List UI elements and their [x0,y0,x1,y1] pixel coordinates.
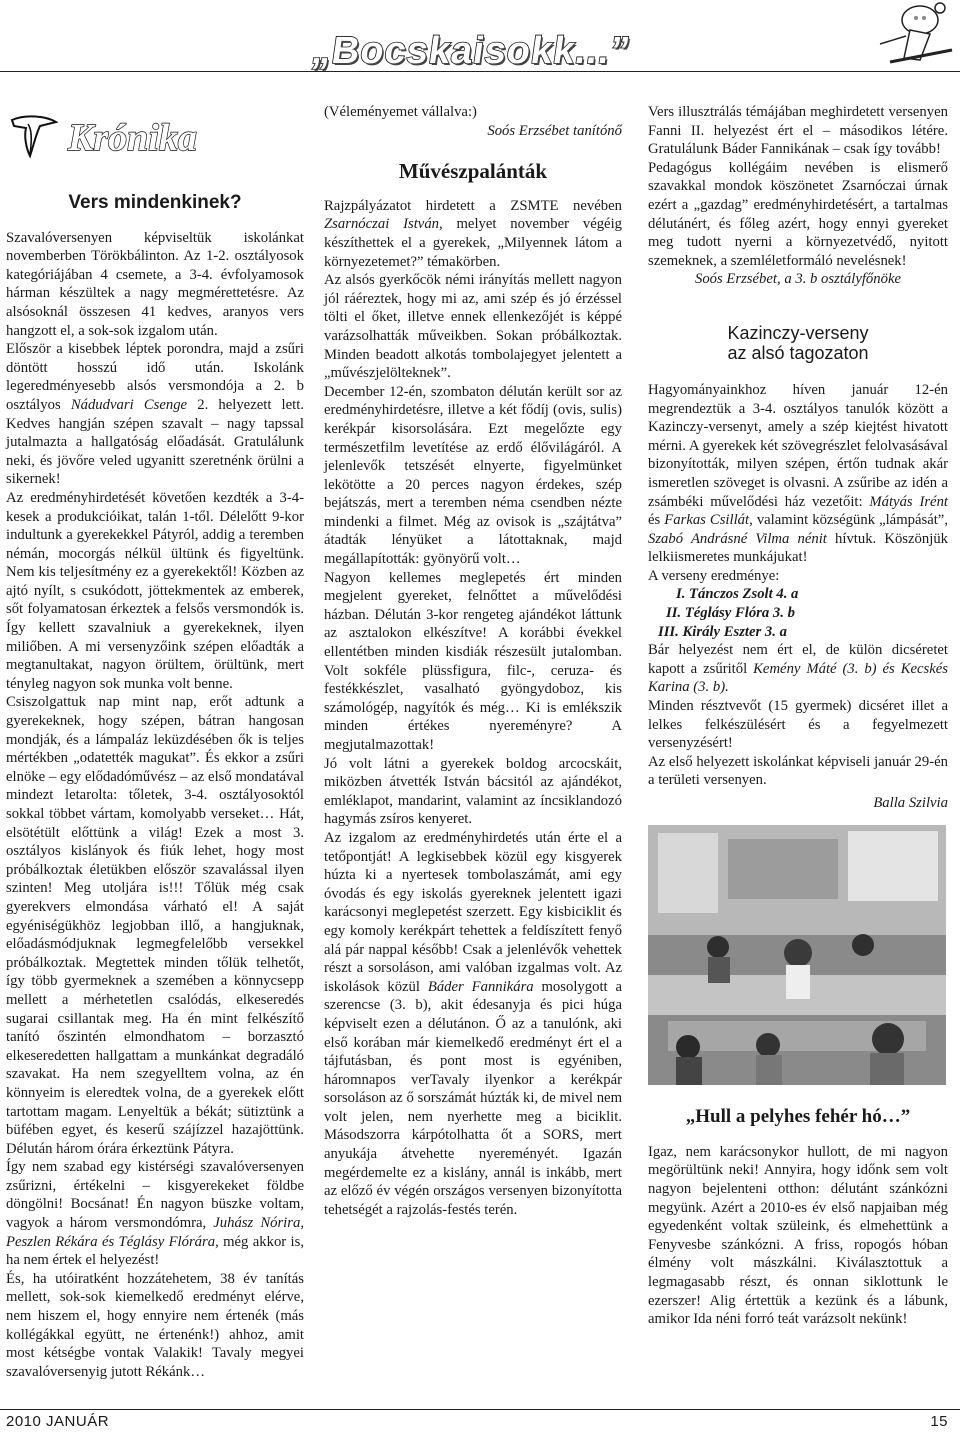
result-first: I. Tánczos Zsolt 4. a [676,586,799,603]
author-byline: Soós Erzsébet, a 3. b osztályfőnöke [694,271,901,288]
paragraph: Az izgalom az eredményhirdetés után érte el a tetőpontját! A legkisebbek közül egy kisgyerek húzta ki a nyertesek tombolaszámát, ami egy óvodás és egy iskolás gyereknek jelentett igazi karácsonyi meglepetést szerzett. Egy kisbiciklit és egy komoly kerékpárt tehettek a feldíszített fenyő alá pár nappal később! Csak a jelenlévők vehettek részt a sorsoláson, ami valóban izgalmas volt. Az iskolások közül Báder Fannikára mosolygott a szerencse (3. b), akit édesanyja és pici húga képviselt ezen a délutánon. Ő az a tanulónk, aki első korában már kiemelkedő eredményt ért el a tájfutásban, és pont most is egyéniben, háromnapos verTavaly ilyenkor a kerékpár sorsoláson az ő sorszámát húzták ki, de mivel nem volt jelen, nem nyerhette meg a biciklit. Másodszorra kárpótolhatta őt a SORS, mert anyukája átvehette nyereményét. Igazán megérdemelte ez a kislány, annál is inkább, mert az előző év végén országos versenyen bizonyította tehetségét a rajzolás-festés terén. [324,829,622,1218]
student-name: Nádudvari Csenge [70,396,188,413]
paragraph: Szavalóversenyen képviseltük iskolánkat novemberben Törökbálinton. Az 1-2. osztályosok kategóriájában 4 csemete, a 3-4. évfolyamosok hárman készültek a nagy megmérettetésre. Az alsósoknál összesen 41 kedves, aranyos vers hangzott el, a sok-sok izgalom után. [6,229,304,339]
person-name: Zsarnóczai István, [324,216,443,233]
author-byline: Soós Erzsébet tanítónő [487,122,622,139]
paragraph: Rajzpályázatot hirdetett a ZSMTE nevében Zsarnóczai István, melyet november végéig készíthettek el a gyerekek, „Milyennek látom a környezetemet?” témakörben. [324,197,622,270]
issue-date: 2010 JANUÁR [6,1413,110,1430]
column-left [6,98,304,1381]
paragraph: Nagyon kellemes meglepetés ért minden megjelent gyereket, felnőttet a művelődési házban. Délután 3-kor rengeteg ajándékot láttunk az asztalokon elkészítve! A korábbi évekkel ellentétben minden kisdiák részesült jutalomban. Volt sokféle plüssfigura, filc-, ceruza- és festékkészlet, vasalható gyöngydoboz, kis számológép, nagyítók és még… Ki is emlékszik minden értékes nyereményre? A megjutalmazottak! [324,569,622,753]
paragraph: Az eredményhirdetését követően kezdték a 3-4-kesek a produkcióikat, talán 1-től. Délelőtt 9-kor indultunk a gyerekekkel Pátyról, addig a teremben némán, mocorgás nélkül ültünk és figyeltünk. Nem kis teljesítmény ez a gyerekektől! Közben az ajtó nyílt, s csukódott, jöttekmentek az emberek, sőt folyamatosan érkeztek a felsős versmondók is. Így kellett szavalniuk a gyerekeknek, ilyen miliőben. A mi versenyzőink szépen előadták a megtanultakat, nagyon örültem, örültünk, mert tényleg nagyon sok munka volt benne. [6,489,304,692]
paragraph: Minden résztvevőt (15 gyermek) dicséret illet a lelkes felkészülésért és a fegyelmezett versenyzésért! [648,698,948,752]
masthead [0,0,960,92]
paragraph: Pedagógus kollégáim nevében is elismerő szavakkal mondok köszönetet Zsarnóczai úrnak ezért a „gazdag” eredményhirdetésért, a tartalmas délutánért, és főleg azért, hogy ennyi gyereket meg tudott nyerni a környezetvédő, nyitott szemeknek, a szemléletformáló nevelésnek! [648,159,948,269]
paragraph: Az alsós gyerkőcök némi irányítás mellett nagyon jól ráéreztek, hogy mi az, ami szép és jó érzéssel tölti el őket, illetve ennek ellenkezőjét is képpé varázsolhatták műveikben. Sokan próbálkoztak. Minden beadott alkotás tombolajegyet jelentett a „művészjelölteknek”. [324,272,622,382]
results-intro: A verseny eredménye: [648,567,780,584]
paragraph: (Véleményemet vállalva:) [324,104,477,120]
paragraph: December 12-én, szombaton délután került sor az eredményhirdetésre, illetve a két fődíj (ovis, sulis) kerékpár kisorsolására. Ezt megelőzte egy természetfilm levetítése az erdő élővilágáról. A jelenlevők tetszését elnyerte, figyelmünket lekötötte a 20 perces nagyon érdekes, szép bejátszás, mert a teremben néma csendben nézte mindenki a filmet. Még az ovisok is „szájtátva” átadták lényüket a látottaknak, majd megállapították: gyönyörű volt… [324,383,622,568]
page-number: 15 [930,1413,948,1430]
paragraph: Először a kisebbek léptek porondra, majd a zsűri döntött hosszú idő után. Iskolánk legeredményesebb alsós versmondója a 2. b osztályos Nádudvari Csenge 2. helyezett lett. Kedves hangján szépen szavalt – nagy tapssal jutalmazta a hallgatóság előadását. Gratulálunk neki, és jövőre veled ugyanitt szeretnénk örülni a sikernek! [6,341,304,488]
student-names: Juhász Nórira, Peszlen Rékára és Téglásy Flórára, [6,1215,304,1250]
footer-divider [0,1409,960,1410]
paragraph: Csiszolgattuk nap mint nap, erőt adtunk a gyerekeknek, hogy szépen, bátran hangosan mondják, és a lámpaláz leküzdésében ők is teljes mértékben „odatették magukat”. És ekkor a zsűri elnöke – egy elődadóművész – az első mondatával mindezt letarolta: tőletek, 3-4. osztályosoktól sokkal többet vártam, komolyabb verseket… Hát, elsötétült előttünk a világ! Ezek a most 3. osztályos kislányok és fiúk lehet, hogy most próbálkoztak életükben először szavalással ilyen szinten! Meg utoljára is!!! Tőlük még csak gyerekvers elmondása várható el! A saját egyéniségükhöz legjobban illő, a hangjuknak, előadásmódjuknak legmegfelelőbb versekkel próbálkoztak. Megtettek minden tőlük telhetőt, így több gyermeknek a szemében a könnycsepp mellett a mérhetetlen csalódás, elkeseredés sugarai csillantak meg. Ha én mint felkészítő tanító őszintén elmondhatom – borzasztó elkeseredetten hallgattam a munkánkat degradáló szavakat. Ha nem szegyelltem volna, az én könnyeim is eleredtek volna, de a gyerekek előtt tartottam magam. Lenyeltük a békát; sütiztünk a büfében egyet, és keserű szájízzel hazajöttünk. Délután három órára érkeztünk Pátyra. [6,694,304,1157]
section-title: Krónika [68,116,197,159]
student-name: Báder Fannikára [427,978,534,995]
paragraph: Vers illusztrálás témájában meghirdetett versenyen Fanni II. helyezést ért el – másodikos létére. Gratulálunk Báder Fannikának – csak így tovább! [648,104,948,158]
paragraph: Az első helyezett iskolánkat képviseli január 29-én a területi versenyen. [648,753,948,789]
sock-skier-logo [860,0,960,72]
article-title-hull-a-pelyhes: „Hull a pelyhes fehér hó…” [685,1106,911,1128]
masthead-title: „Bocskaisokk...” [309,30,634,72]
result-third: III. Király Eszter 3. a [658,623,787,640]
paragraph: Jó volt látni a gyerekek boldog arcocskáit, miközben átvették István bácsitól az ajándékot, emléklapot, mandarint, valamint az íncsiklandozó hagymás zsíros kenyeret. [324,755,622,828]
paragraph: Így nem szabad egy kistérségi szavalóversenyen zsűrizni, értékelni – kisgyerekeket földbe döngölni! Bocsánat! Én nagyon büszke voltam, vagyok a három versmondómra, Juhász Nórira, Peszlen Rékára és Téglásy Flórára, még akkor is, ha nem értek el helyezést! [6,1159,304,1269]
result-second: II. Téglásy Flóra 3. b [666,605,795,622]
classroom-photo [648,825,946,1085]
paragraph: Hagyományainkhoz híven január 12-én megrendeztük a 3-4. osztályos tanulók között a Kazinczy-versenyt, amely a szép kiejtést hivatott mérni. A gyerekek két szövegrészlet felolvasásával bizonyították, milyen szépen, értőn tudnak akár ismeretlen szöveget is olvasni. A zsűribe az idén a zsámbéki művelődési ház vezetőit: Mátyás Irént és Farkas Csillát, valamint községünk „lámpását”, Szabó Andrásné Vilma nénit hívtuk. Köszönjük lelkiismeretes munkájukat! [648,381,949,566]
paragraph: Igaz, nem karácsonykor hullott, de mi nagyon megörültünk neki! Annyira, hogy időnk sem volt nagyon bejelenteni otthon: délutánt szánkózni megyünk. Azért a 2010-es év első napjaiban még egyedenként voltak szüleink, és elmehettünk a Fenyvesbe szánkózni. A friss, ropogós hóban élmény volt mászkálni. Kiválasztottuk a legmagasabb részt, és onnan siklottunk le ezerszer! Alig értettük a kezünk és a lábunk, amikor Ida néni forró teát varázsolt nekünk! [648,1143,948,1328]
paragraph: Bár helyezést nem ért el, de külön dicséretet kapott a zsűritől Kemény Máté (3. b) és Kecskés Karina (3. b). [648,642,948,696]
article-title-vers-mindenkinek: Vers mindenkinek? [68,192,242,213]
column-middle [324,103,622,1219]
column-right [648,103,948,1329]
author-byline: Balla Szilvia [873,795,948,811]
masthead-divider [0,71,960,72]
article-title-muveszpalantak: Művészpalánták [398,159,548,184]
paragraph: És, ha utóiratként hozzátehetem, 38 év tanítás mellett, sok-sok kiemelkedő eredményt elérve, nem hiszem el, hogy ennyire nem értenék (más kollégákkal együtt, ne értenénk!) ahhoz, amit most kétségbe vontak Valakik! Tavaly megyei szavalóversenyig jutott Rékánk… [6,1270,304,1380]
article-title-kazinczy: Kazinczy-verseny az alsó tagozaton [727,322,869,363]
quill-hand-icon [6,110,62,166]
section-header [6,104,304,172]
